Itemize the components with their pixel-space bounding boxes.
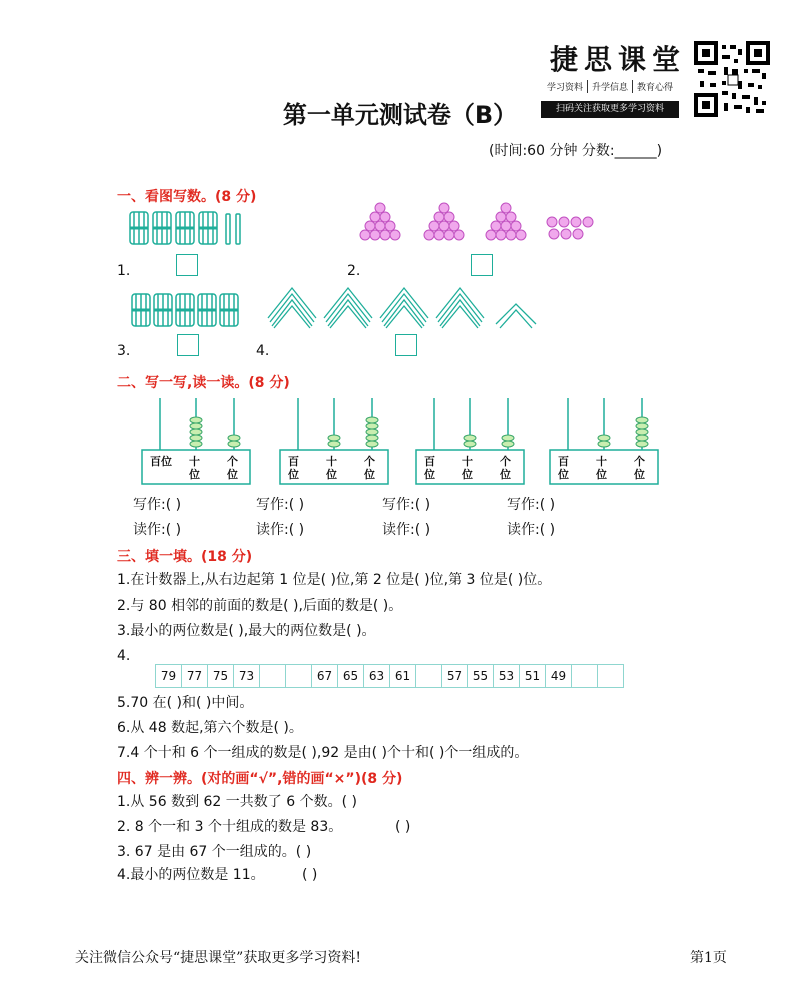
question-3-1: 1.在计数器上,从右边起第 1 位是( )位,第 2 位是( )位,第 3 位是( )位。	[117, 572, 552, 588]
page-title: 第一单元测试卷（B）	[282, 101, 518, 129]
question-3-2: 2.与 80 相邻的前面的数是( ),后面的数是( )。	[117, 598, 403, 614]
table-cell: 79	[155, 664, 182, 688]
question-3-7: 7.4 个十和 6 个一组成的数是( ),92 是由( )个十和( )个一组成的。	[117, 745, 529, 761]
table-cell: 65	[337, 664, 364, 688]
item-label: 2.	[347, 263, 361, 279]
answer-paren[interactable]: ( )	[302, 867, 318, 883]
abacus-label-tens: 十位	[326, 455, 337, 481]
abacus-label-hundreds: 百位	[424, 455, 435, 481]
table-cell: 49	[545, 664, 572, 688]
abacus-label-ones: 个位	[364, 455, 375, 481]
question-3-4: 4.	[117, 648, 131, 664]
abacus-label-ones: 个位	[500, 455, 511, 481]
table-cell-blank[interactable]	[571, 664, 598, 688]
read-answer[interactable]: 读作:( )	[507, 522, 556, 538]
brand-tag: 升学信息	[588, 80, 633, 93]
table-cell: 75	[207, 664, 234, 688]
brand-name: 捷思课堂	[550, 43, 687, 76]
item-label: 4.	[256, 343, 270, 359]
question-4-3: 3. 67 是由 67 个一组成的。( )	[117, 844, 312, 860]
item-label: 1.	[117, 263, 131, 279]
write-answer[interactable]: 写作:( )	[382, 497, 431, 513]
answer-box[interactable]	[395, 334, 417, 356]
brand-tags	[543, 80, 677, 93]
chevron-sticks-picture	[266, 284, 556, 330]
table-cell-blank[interactable]	[597, 664, 624, 688]
answer-box[interactable]	[471, 254, 493, 276]
table-cell: 53	[493, 664, 520, 688]
question-3-6: 6.从 48 数起,第六个数是( )。	[117, 720, 303, 736]
table-cell: 61	[389, 664, 416, 688]
abacus-label-ones: 个位	[634, 455, 645, 481]
abacus-label-hundreds: 百位	[288, 455, 299, 481]
abacus-label-hundreds: 百位	[150, 455, 172, 468]
abacus-label-hundreds: 百位	[558, 455, 569, 481]
stick-bundles-picture-1	[128, 208, 258, 248]
table-cell: 51	[519, 664, 546, 688]
table-cell: 77	[181, 664, 208, 688]
table-cell: 57	[441, 664, 468, 688]
section-4-heading: 四、辨一辨。(对的画“√”,错的画“×”)(8 分)	[117, 771, 403, 787]
read-answer[interactable]: 读作:( )	[256, 522, 305, 538]
item-label: 3.	[117, 343, 131, 359]
stick-bundles-picture-3	[130, 290, 250, 332]
page-number: 第1页	[690, 950, 727, 966]
time-score-line: (时间:60 分钟 分数:______)	[489, 143, 663, 159]
table-cell-blank[interactable]	[415, 664, 442, 688]
table-cell-blank[interactable]	[259, 664, 286, 688]
footer-note: 关注微信公众号“捷思课堂”获取更多学习资料!	[75, 950, 361, 966]
abacus-label-ones: 个位	[227, 455, 238, 481]
write-answer[interactable]: 写作:( )	[256, 497, 305, 513]
table-cell: 63	[363, 664, 390, 688]
question-4-2: 2. 8 个一和 3 个十组成的数是 83。	[117, 819, 343, 835]
answer-box[interactable]	[177, 334, 199, 356]
abacus-label-tens: 十位	[189, 455, 200, 481]
read-answer[interactable]: 读作:( )	[133, 522, 182, 538]
section-3-heading: 三、填一填。(18 分)	[117, 549, 253, 565]
answer-box[interactable]	[176, 254, 198, 276]
abacus-label-tens: 十位	[462, 455, 473, 481]
abacus-label-tens: 十位	[596, 455, 607, 481]
question-4-1: 1.从 56 数到 62 一共数了 6 个数。( )	[117, 794, 357, 810]
write-answer[interactable]: 写作:( )	[507, 497, 556, 513]
question-4-4: 4.最小的两位数是 11。	[117, 867, 265, 883]
bead-triangles-picture	[356, 202, 606, 250]
question-3-3: 3.最小的两位数是( ),最大的两位数是( )。	[117, 623, 376, 639]
section-2-heading: 二、写一写,读一读。(8 分)	[117, 375, 290, 391]
section-1-heading: 一、看图写数。(8 分)	[117, 189, 257, 205]
brand-tag: 教育心得	[637, 83, 674, 93]
table-cell-blank[interactable]	[285, 664, 312, 688]
read-answer[interactable]: 读作:( )	[382, 522, 431, 538]
question-3-5: 5.70 在( )和( )中间。	[117, 695, 254, 711]
brand-bar: 扫码关注获取更多学习资料	[541, 101, 679, 118]
table-cell: 67	[311, 664, 338, 688]
write-answer[interactable]: 写作:( )	[133, 497, 182, 513]
brand-tag: 学习资料	[543, 80, 588, 93]
table-cell: 73	[233, 664, 260, 688]
answer-paren[interactable]: ( )	[395, 819, 411, 835]
table-cell: 55	[467, 664, 494, 688]
number-sequence-table	[156, 664, 624, 688]
